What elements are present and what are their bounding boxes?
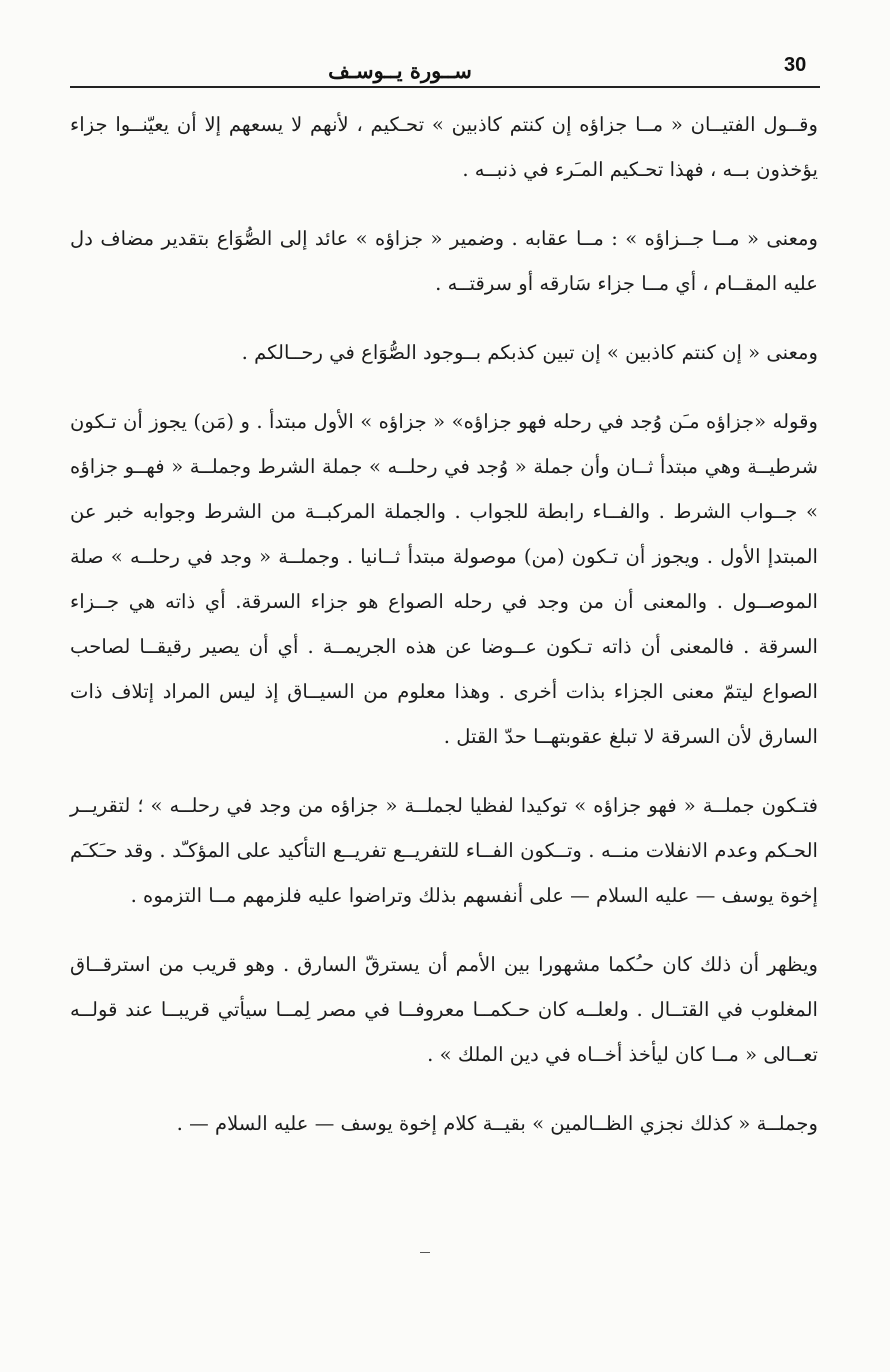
paragraph: ومعنى « إن كنتم كاذبين » إن تبين كذبكم بــوجود الصُّوَاع في رحــالكم . [241, 341, 818, 364]
paragraph: ومعنى « مــا جــزاؤه » : مــا عقابه . وضمير « جزاؤه » عائد إلى الصُّوَاع بتقدير مضاف دل عليه المقــام ، أي مــا جزاء سَارقه أو سرقتــه . [70, 227, 818, 295]
body-text [70, 102, 818, 1146]
page-number: 30 [784, 54, 807, 76]
footer-mark [420, 1252, 430, 1253]
paragraph: وجملــة « كذلك نجزي الظــالمين » بقيــة كلام إخوة يوسف — عليه السلام — . [176, 1112, 818, 1135]
paragraph: ويظهر أن ذلك كان حـُكما مشهورا بين الأمم أن يسترقّ السارق . وهو قريب من استرقــاق المغلوب في القتــال . ولعلــه كان حـكمــا معروفــا في مصر لِمــا سيأتي قريبــا عند قولــه تعــالى « مــا كان ليأخذ أخــاه في دين الملك » . [70, 953, 818, 1066]
paragraph: وقوله «جزاؤه مـَن وُجد في رحله فهو جزاؤه» « جزاؤه » الأول مبتدأ . و (مَن) يجوز أن تـكون شرطيــة وهي مبتدأ ثــان وأن جملة « وُجد في رحلــه » جملة الشرط وجملــة « فهــو جزاؤه » جــواب الشرط . والفــاء رابطة للجواب . والجملة المركبــة من الشرط وجوابه خبر عن المبتدإ الأول . ويجوز أن تـكون (من) موصولة مبتدأ ثــانيا . وجملــة « وجد في رحلــه » صلة الموصــول . والمعنى أن من وجد في رحله الصواع هو جزاء السرقة. أي ذاته هي جــزاء السرقة . فالمعنى أن ذاته تـكون عــوضا عن هذه الجريمــة . أي أن يصير رقيقــا لصاحب الصواع ليتمّ معنى الجزاء بذات أخرى . وهذا معلوم من السيــاق إذ ليس المراد إتلاف ذات السارق لأن السرقة لا تبلغ عقوبتهــا حدّ القتل . [70, 410, 818, 748]
header-rule [70, 86, 820, 88]
running-title: ســورة يــوسـف [328, 58, 472, 83]
paragraph: فتـكون جملــة « فهو جزاؤه » توكيدا لفظيا لجملــة « جزاؤه من وجد في رحلــه » ؛ لتقريــر الحـكم وعدم الانفلات منــه . وتــكون الفــاء للتفريــع تفريــع التأكيد على المؤكـّد . وقد حـَكـَم إخوة يوسف — عليه السلام — على أنفسهم بذلك وتراضوا عليه فلزمهم مــا التزموه . [70, 794, 818, 907]
paragraph: وقــول الفتيــان « مــا جزاؤه إن كنتم كاذبين » تحـكيم ، لأنهم لا يسعهم إلا أن يعيّنــوا جزاء يؤخذون بــه ، فهذا تحـكيم المـَرء في ذنبــه . [70, 113, 818, 181]
